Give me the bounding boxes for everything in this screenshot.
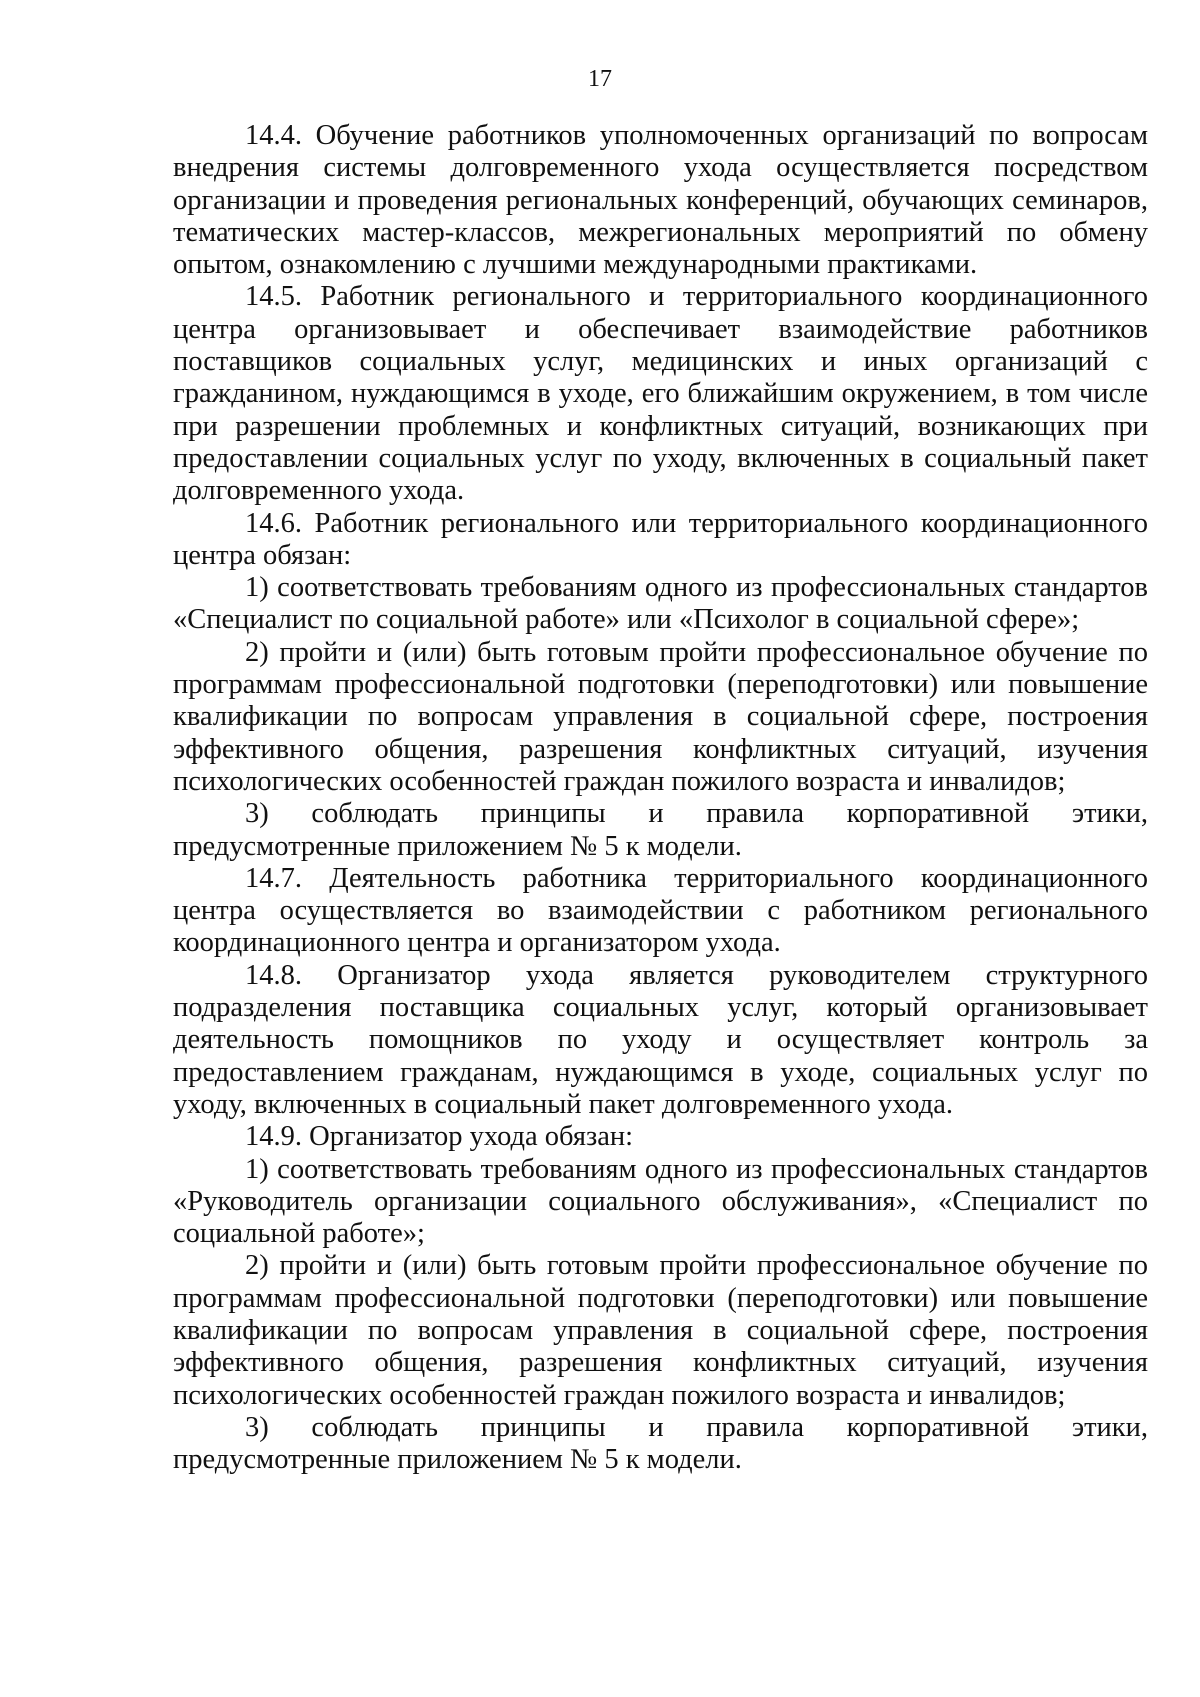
- list-item-14-6-1: 1) соответствовать требованиям одного из профессиональных стандартов «Специалист по социальной работе» или «Психолог в социальной сфере»;: [173, 572, 1148, 636]
- list-item-14-6-2: 2) пройти и (или) быть готовым пройти профессиональное обучение по программам профессиональной подготовки (переподготовки) или повышение квалификации по вопросам управления в социальной сфере, построения эффективного общения, разрешения конфликтных ситуаций, изучения психологических особенностей граждан пожилого возраста и инвалидов;: [173, 636, 1148, 797]
- paragraph-14-7: 14.7. Деятельность работника территориального координационного центра осуществляется во взаимодействии с работником регионального координационного центра и организатором ухода.: [173, 862, 1148, 959]
- paragraph-14-6: 14.6. Работник регионального или территориального координационного центра обязан:: [173, 507, 1148, 571]
- document-body: [173, 120, 1148, 1476]
- list-item-14-9-1: 1) соответствовать требованиям одного из профессиональных стандартов «Руководитель организации социального обслуживания», «Специалист по социальной работе»;: [173, 1153, 1148, 1250]
- paragraph-14-5: 14.5. Работник регионального и территориального координационного центра организовывает и обеспечивает взаимодействие работников поставщиков социальных услуг, медицинских и иных организаций с гражданином, нуждающимся в уходе, его ближайшим окружением, в том числе при разрешении проблемных и конфликтных ситуаций, возникающих при предоставлении социальных услуг по уходу, включенных в социальный пакет долговременного ухода.: [173, 281, 1148, 507]
- list-item-14-6-3: 3) соблюдать принципы и правила корпоративной этики, предусмотренные приложением № 5 к модели.: [173, 798, 1148, 862]
- paragraph-14-8: 14.8. Организатор ухода является руководителем структурного подразделения поставщика социальных услуг, который организовывает деятельность помощников по уходу и осуществляет контроль за предоставлением гражданам, нуждающимся в уходе, социальных услуг по уходу, включенных в социальный пакет долговременного ухода.: [173, 959, 1148, 1120]
- list-item-14-9-3: 3) соблюдать принципы и правила корпоративной этики, предусмотренные приложением № 5 к модели.: [173, 1411, 1148, 1476]
- page-number: 17: [588, 66, 612, 92]
- paragraph-14-9: 14.9. Организатор ухода обязан:: [245, 1121, 634, 1153]
- paragraph-14-4: 14.4. Обучение работников уполномоченных организаций по вопросам внедрения системы долговременного ухода осуществляется посредством организации и проведения региональных конференций, обучающих семинаров, тематических мастер-классов, межрегиональных мероприятий по обмену опытом, ознакомлению с лучшими международными практиками.: [173, 120, 1148, 281]
- list-item-14-9-2: 2) пройти и (или) быть готовым пройти профессиональное обучение по программам профессиональной подготовки (переподготовки) или повышение квалификации по вопросам управления в социальной сфере, построения эффективного общения, разрешения конфликтных ситуаций, изучения психологических особенностей граждан пожилого возраста и инвалидов;: [173, 1250, 1148, 1411]
